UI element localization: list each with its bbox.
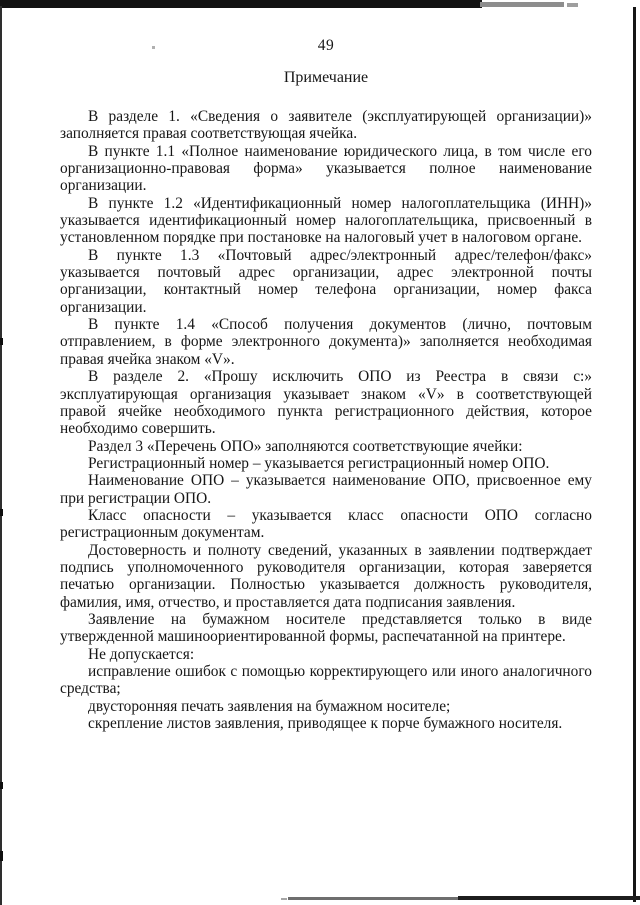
paragraph: двусторонняя печать заявления на бумажном носителе; (88, 697, 451, 715)
paragraph: В разделе 1. «Сведения о заявителе (эксплуатирующей организации)» заполняется правая соответствующая ячейка. (60, 108, 592, 143)
paragraph: В пункте 1.2 «Идентификационный номер налогоплательщика (ИНН)» указывается идентификационный номер налогоплательщика, присвоенный в установленном порядке при постановке на налоговый учет в налоговом органе. (60, 194, 592, 247)
scan-bottom-border-right (458, 896, 640, 900)
scan-top-border-dash (567, 3, 578, 7)
paragraph: исправление ошибок с помощью корректирующего или иного аналогичного средства; (60, 663, 592, 698)
scan-left-mark (0, 782, 3, 789)
paragraph: В пункте 1.1 «Полное наименование юридического лица, в том числе его организационно-правовая форма» указывается полное наименование организации. (60, 142, 592, 195)
scan-top-border-fade (480, 2, 564, 7)
paragraph: Регистрационный номер – указывается регистрационный номер ОПО. (88, 454, 550, 472)
page-number: 49 (317, 37, 335, 54)
scan-left-mark (0, 338, 3, 345)
scan-bottom-dots (281, 898, 287, 900)
scan-left-mark (0, 851, 3, 861)
paragraph: скрепление листов заявления, приводящее к порче бумажного носителя. (88, 715, 563, 733)
paragraph: Достоверность и полноту сведений, указанных в заявлении подтверждает подпись уполномоченного руководителя организации, которая заверяется печатью организации. Полностью указывается должность руководителя, фамилия, имя, отчество, и проставляется дата подписания заявления. (60, 541, 592, 611)
paragraph: Раздел 3 «Перечень ОПО» заполняются соответствующие ячейки: (88, 437, 523, 455)
scan-right-border (633, 7, 636, 902)
scan-bottom-border-left (288, 897, 460, 900)
paragraph: В пункте 1.3 «Почтовый адрес/электронный адрес/телефон/факс» указывается почтовый адрес организации, адрес электронной почты организации, контактный номер телефона организации, номер факса организации. (60, 246, 592, 316)
document-heading: Примечание (283, 69, 369, 86)
paragraph: Наименование ОПО – указывается наименование ОПО, присвоенное ему при регистрации ОПО. (60, 472, 592, 507)
paragraph: Заявление на бумажном носителе представляется только в виде утвержденной машиноориентированной формы, распечатанной на принтере. (60, 610, 592, 646)
paragraph: В пункте 1.4 «Способ получения документов (лично, почтовым отправлением, в форме электронного документа)» заполняется необходимая правая ячейка знаком «V». (60, 316, 592, 368)
paragraph: Не допускается: (88, 645, 195, 663)
scan-top-border (0, 0, 482, 8)
paragraph: В разделе 2. «Прошу исключить ОПО из Реестра в связи с:» эксплуатирующая организация указывает знаком «V» в соответствующей правой ячейке необходимого пункта регистрационного действия, которое необходимо совершить. (60, 368, 592, 438)
paragraph: Класс опасности – указывается класс опасности ОПО согласно регистрационным документам. (60, 506, 592, 542)
scan-left-mark (0, 509, 3, 516)
scan-left-border (0, 6, 2, 905)
document-body (60, 108, 592, 732)
